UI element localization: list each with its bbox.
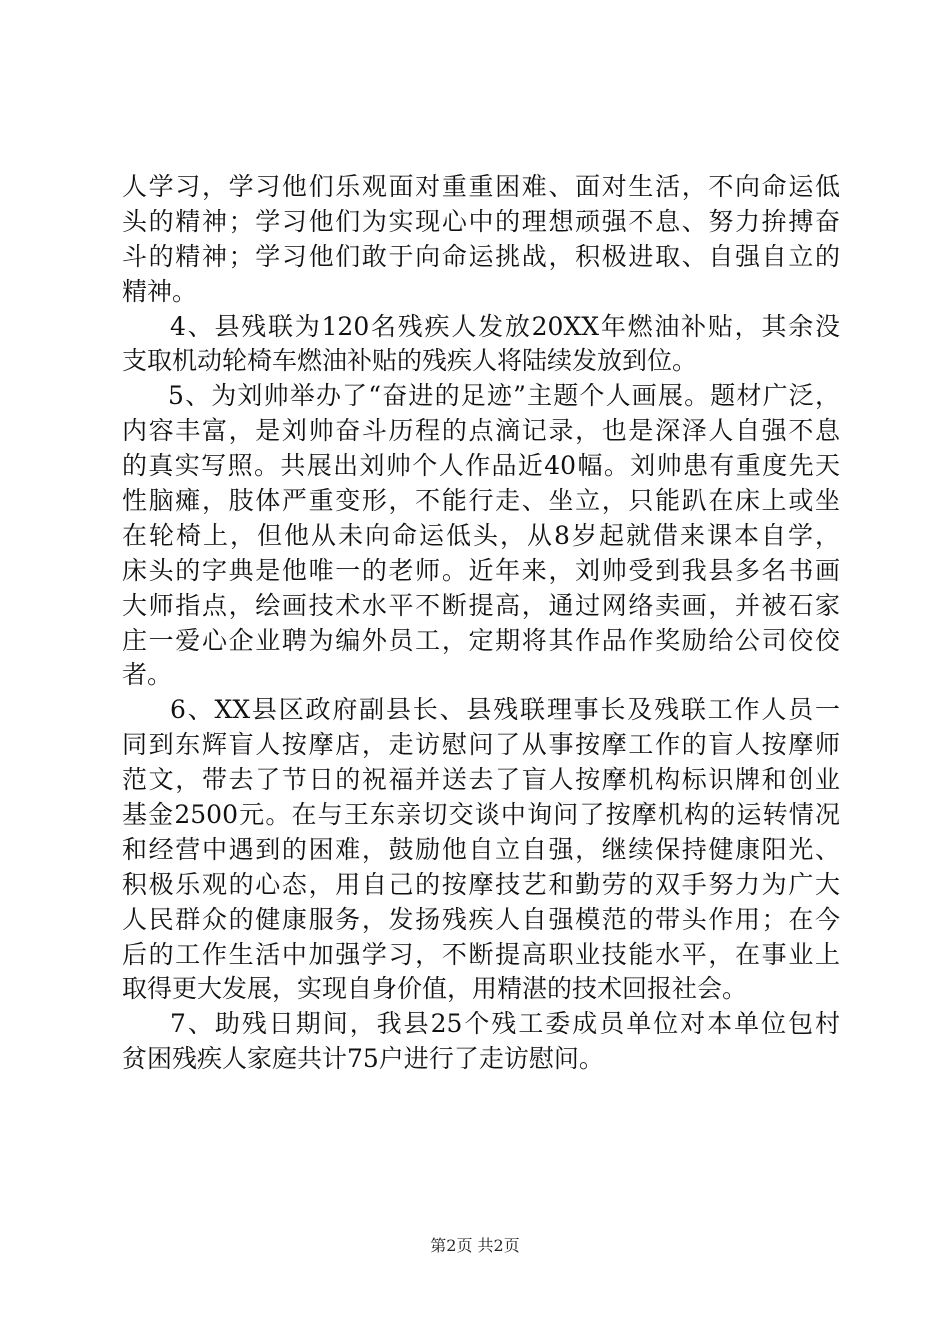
- text-line: 庄一爱心企业聘为编外员工，定期将其作品作奖励给公司佼佼: [122, 625, 840, 655]
- text-line: 和经营中遇到的困难，鼓励他自立自强，继续保持健康阳光、: [122, 834, 840, 864]
- text-line: 同到东辉盲人按摩店，走访慰问了从事按摩工作的盲人按摩师: [122, 730, 840, 760]
- text-line: 精神。: [122, 276, 198, 306]
- document-body: [122, 170, 840, 1077]
- text-line: 人民群众的健康服务，发扬残疾人自强模范的带头作用；在今: [122, 904, 840, 934]
- text-line: 支取机动轮椅车燃油补贴的残疾人将陆续发放到位。: [122, 346, 698, 376]
- text-line: 者。: [122, 660, 173, 690]
- text-line: 性脑瘫，肢体严重变形，不能行走、坐立，只能趴在床上或坐: [122, 486, 840, 516]
- text-line: 取得更大发展，实现自身价值，用精湛的技术回报社会。: [122, 974, 748, 1004]
- text-line: 内容丰富，是刘帅奋斗历程的点滴记录，也是深泽人自强不息: [122, 416, 840, 446]
- text-line: 人学习，学习他们乐观面对重重困难、面对生活，不向命运低: [122, 172, 840, 201]
- text-line: 范文，带去了节日的祝福并送去了盲人按摩机构标识牌和创业: [122, 765, 840, 795]
- text-line: 积极乐观的心态，用自己的按摩技艺和勤劳的双手努力为广大: [122, 869, 840, 899]
- text-line: 头的精神；学习他们为实现心中的理想顽强不息、努力拚搏奋: [122, 206, 840, 236]
- text-line: 基金2500元。在与王东亲切交谈中询问了按摩机构的运转情况: [122, 800, 840, 830]
- text-line: 斗的精神；学习他们敢于向命运挑战，积极进取、自强自立的: [122, 241, 840, 271]
- text-line: 在轮椅上，但他从未向命运低头，从8岁起就借来课本自学，: [122, 520, 840, 550]
- text-line: 床头的字典是他唯一的老师。近年来，刘帅受到我县多名书画: [122, 555, 840, 585]
- text-line: 贫困残疾人家庭共计75户进行了走访慰问。: [122, 1044, 604, 1074]
- text-line: 的真实写照。共展出刘帅个人作品近40幅。刘帅患有重度先天: [122, 451, 840, 481]
- text-line: 大师指点，绘画技术水平不断提高，通过网络卖画，并被石家: [122, 590, 840, 620]
- page-number-footer: 第2页 共2页: [430, 1236, 520, 1255]
- paragraph-6-first-line: 6、XX县区政府副县长、县残联理事长及残联工作人员一: [170, 695, 840, 725]
- text-line: 后的工作生活中加强学习，不断提高职业技能水平，在事业上: [122, 939, 840, 969]
- paragraph-4-first-line: 4、县残联为120名残疾人发放20XX年燃油补贴，其余没: [170, 311, 840, 341]
- paragraph-5-first-line: 5、为刘帅举办了“奋进的足迹”主题个人画展。题材广泛，: [168, 381, 840, 411]
- paragraph-7-first-line: 7、助残日期间，我县25个残工委成员单位对本单位包村: [170, 1009, 840, 1039]
